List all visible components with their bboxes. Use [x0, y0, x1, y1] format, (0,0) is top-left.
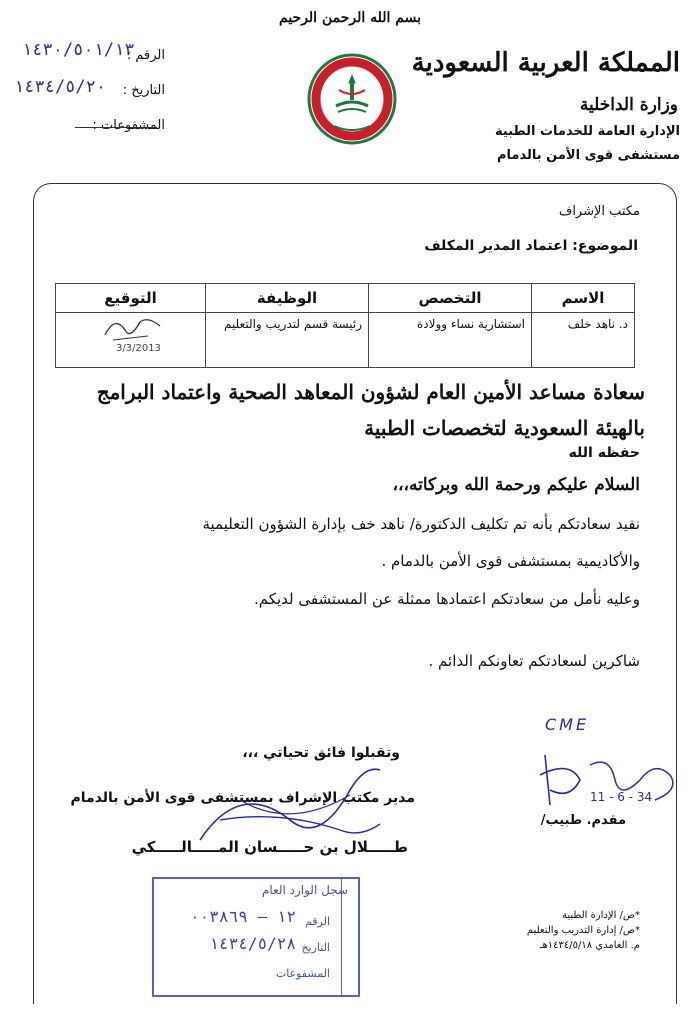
- column-header: الوظيفة: [206, 284, 369, 313]
- cc-line-3: م. الغامدي ١٤٣٤/٥/١٨هـ: [539, 940, 640, 951]
- honorific: حفظه الله: [568, 445, 640, 461]
- closing-line: وتقبلوا فائق تحياتي ،،،: [242, 745, 400, 761]
- cell-name: د. ناهد خلف: [532, 313, 635, 368]
- signature-date: 3/3/2013: [116, 343, 161, 354]
- handwritten-signature-icon: [515, 735, 695, 825]
- attachments-label: المشفوعات :: [92, 118, 165, 133]
- cc-line-2: *ص/ إدارة التدريب والتعليم: [526, 925, 640, 936]
- stamp-number-label: الرقم: [304, 915, 330, 928]
- paragraph-1b: والأكاديمية بمستشفى قوى الأمن بالدمام .: [381, 552, 640, 570]
- column-header: الاسم: [532, 284, 635, 313]
- cell-job: رئيسة قسم لتدريب والتعليم: [206, 313, 369, 368]
- greeting: السلام عليكم ورحمة الله وبركاته،،،: [392, 475, 640, 495]
- administration-name: الإدارة العامة للخدمات الطبية: [494, 124, 680, 139]
- table-header-row: [56, 284, 635, 313]
- stamp-title: سجل الوارد العام: [261, 883, 348, 897]
- stamp-number-value: ١٢ — ٠٠٣٨٦٩: [190, 907, 296, 926]
- basmala: بسم الله الرحمن الرحيم: [279, 10, 421, 26]
- column-header: التوقيع: [56, 284, 206, 313]
- subject-line: الموضوع: اعتماد المدير المكلف: [424, 238, 638, 254]
- paragraph-3: شاكرين لسعادتكم تعاونكم الدائم .: [428, 652, 640, 670]
- stamp-side-band: [341, 879, 358, 995]
- column-header: التخصص: [369, 284, 532, 313]
- medical-services-emblem-icon: [306, 52, 398, 146]
- handwritten-note: CME: [545, 715, 590, 734]
- director-name: طـــــلال بن حـــــسان المـــــالـــــكي: [131, 838, 408, 856]
- incoming-register-stamp: [152, 877, 360, 997]
- attachments-line: [75, 127, 157, 128]
- ref-number-label: الرقم :: [126, 48, 165, 63]
- director-title: مدير مكتب الإشراف بمستشفى قوى الأمن بالدمام: [70, 790, 415, 806]
- cell-specialty: استشارية نساء وولادة: [369, 313, 532, 368]
- date-label: التاريخ :: [122, 83, 165, 98]
- office-label: مكتب الإشراف: [558, 204, 640, 219]
- requester-rank: مقدم. طبيب/: [540, 813, 626, 828]
- date-value: ١٤٣٤/٥/٢٠: [14, 77, 107, 97]
- table-signature-icon: [95, 310, 175, 350]
- paragraph-2: وعليه نأمل من سعادتكم اعتمادها ممثلة عن المستشفى لديكم.: [253, 590, 640, 608]
- stamp-date-label: التاريخ: [301, 941, 330, 954]
- kingdom-title: المملكة العربية السعودية: [411, 48, 680, 78]
- stamp-attachments-label: المشفوعات: [275, 967, 330, 980]
- hospital-name: مستشفى قوى الأمن بالدمام: [497, 148, 680, 163]
- paragraph-1: نفيد سعادتكم بأنه تم تكليف الدكتورة/ ناهد خف بإدارة الشؤون التعليمية: [202, 515, 640, 533]
- ministry-name: وزارة الداخلية: [579, 95, 678, 115]
- handwritten-date: 11 - 6 - 34: [590, 790, 653, 804]
- cc-line-1: *ص/ الإدارة الطبية: [561, 910, 640, 921]
- ref-number-value: ١٤٣٠/٥٠١/١٣: [22, 40, 135, 60]
- addressee: سعادة مساعد الأمين العام لشؤون المعاهد الصحية واعتماد البرامج بالهيئة السعودية لتخصصات الطبية: [96, 380, 645, 440]
- stamp-date-value: ١٤٣٤/٥/٢٨: [209, 934, 296, 953]
- director-signature-icon: [180, 760, 410, 850]
